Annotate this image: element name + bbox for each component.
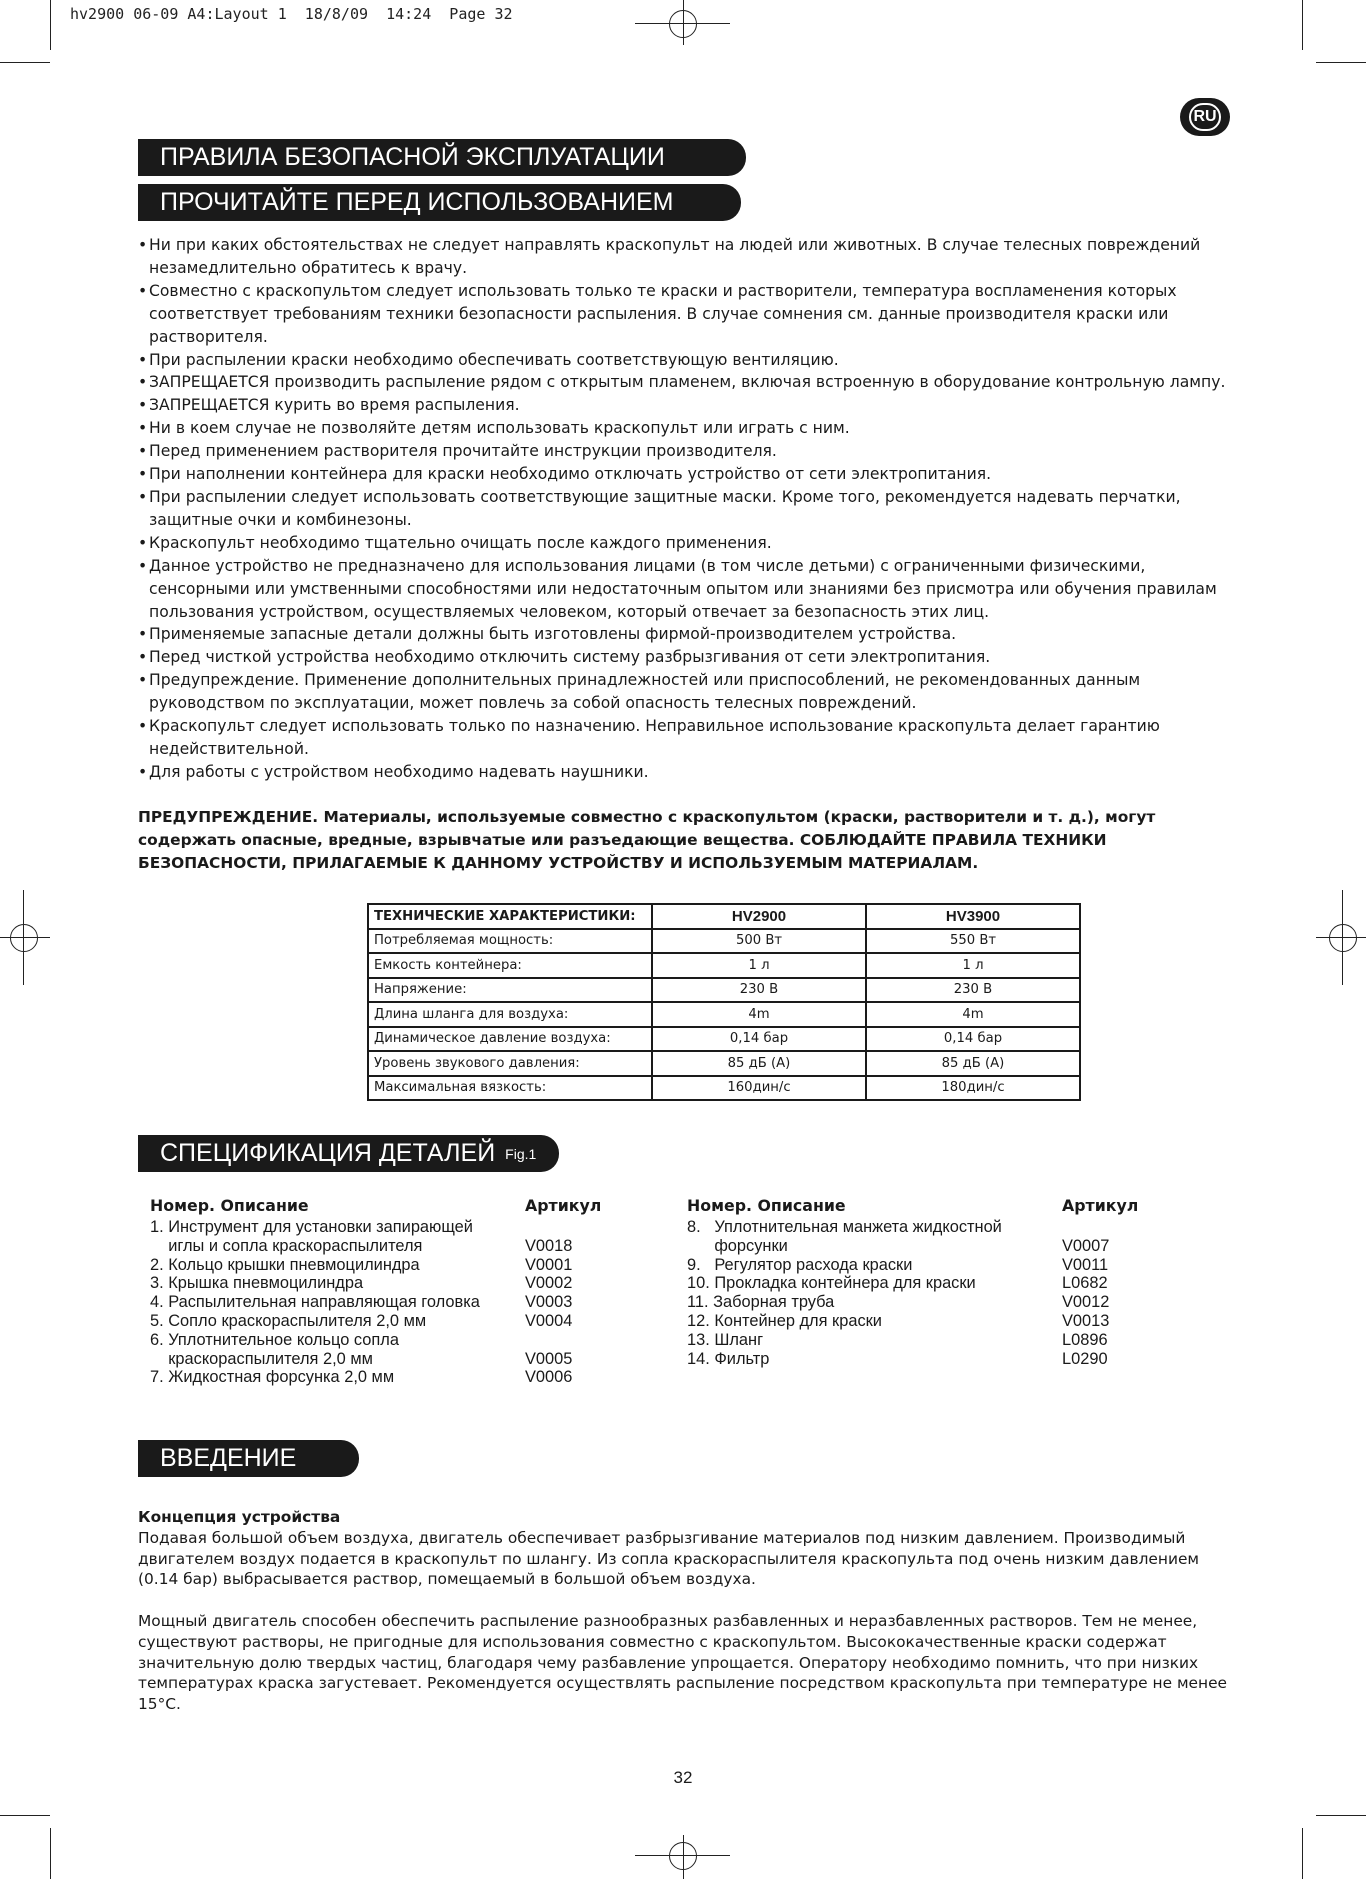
parts-item-code: V0006 <box>525 1368 573 1387</box>
parts-item <box>150 1350 620 1369</box>
parts-item-code: L0290 <box>1062 1349 1108 1368</box>
specs-value: 160дин/с <box>652 1076 866 1101</box>
specs-row <box>368 1051 1080 1076</box>
intro-subtitle: Концепция устройства <box>138 1508 341 1526</box>
safety-rule: • Предупреждение. Применение дополнительных принадлежностей или приспособлений, не рекомендованных данным руководством по эксплуатации, может повлечь за собой опасность телесных повреждений. <box>138 669 1238 715</box>
crop-mark <box>0 1815 50 1816</box>
specs-model-hv3900: HV3900 <box>866 904 1080 929</box>
safety-rule: • Для работы с устройством необходимо надевать наушники. <box>138 761 1238 784</box>
parts-item-desc: 14. Фильтр <box>687 1349 770 1368</box>
parts-item-desc: краскораспылителя 2,0 мм <box>150 1349 373 1368</box>
safety-rule: • Перед чисткой устройства необходимо отключить систему разбрызгивания от сети электропитания. <box>138 646 1238 669</box>
parts-item <box>687 1237 1157 1256</box>
specs-value: 85 дБ (A) <box>652 1051 866 1076</box>
intro-section <box>138 1507 1238 1736</box>
specs-value: 550 Вт <box>866 929 1080 954</box>
safety-rule: • Применяемые запасные детали должны быть изготовлены фирмой-производителем устройства. <box>138 623 1238 646</box>
specs-label: Уровень звукового давления: <box>368 1051 652 1076</box>
parts-heading <box>138 1135 559 1172</box>
safety-rule: • При распылении следует использовать соответствующие защитные маски. Кроме того, рекомендуется надевать перчатки, защитные очки и комбинезоны. <box>138 486 1238 532</box>
parts-item-code: V0013 <box>1062 1311 1110 1330</box>
specs-row <box>368 929 1080 954</box>
parts-list-left <box>150 1197 620 1387</box>
parts-item-code: L0896 <box>1062 1330 1108 1349</box>
specs-label: Емкость контейнера: <box>368 953 652 978</box>
parts-item-desc: 2. Кольцо крышки пневмоцилиндра <box>150 1255 420 1274</box>
parts-item-desc: 1. Инструмент для установки запирающей <box>150 1218 473 1236</box>
parts-item <box>687 1274 1157 1293</box>
specs-value: 180дин/с <box>866 1076 1080 1101</box>
parts-item <box>150 1274 620 1293</box>
specs-value: 230 В <box>652 978 866 1003</box>
specs-header-label: ТЕХНИЧЕСКИЕ ХАРАКТЕРИСТИКИ: <box>368 904 652 929</box>
parts-item <box>150 1218 620 1237</box>
safety-rules-list <box>138 234 1238 784</box>
specs-label: Потребляемая мощность: <box>368 929 652 954</box>
parts-item-desc: 9. Регулятор расхода краски <box>687 1255 913 1274</box>
parts-list-header <box>687 1197 1157 1218</box>
safety-rule: • При наполнении контейнера для краски необходимо отключать устройство от сети электропитания. <box>138 463 1238 486</box>
parts-item <box>150 1331 620 1350</box>
parts-col-code: Артикул <box>1062 1196 1139 1215</box>
intro-paragraph: Мощный двигатель способен обеспечить распыление разнообразных разбавленных и неразбавленных растворов. Тем не менее, существуют растворы, не пригодные для использования совместно с краскопультом. Высококачественные краски содержат значительную долю твердых частиц, благодаря чему разбавление упрощается. Оператору необходимо помнить, что при низких температурах краска загустевает. Рекомендуется осуществлять распыление посредством краскопульта при температуре не менее 15°C. <box>138 1611 1228 1714</box>
specs-value: 85 дБ (A) <box>866 1051 1080 1076</box>
parts-list-header <box>150 1197 620 1218</box>
parts-item-desc: 6. Уплотнительное кольцо сопла <box>150 1330 399 1349</box>
specs-table <box>367 903 1081 1101</box>
specs-value: 0,14 бар <box>866 1027 1080 1052</box>
parts-item-code: L0682 <box>1062 1274 1108 1293</box>
safety-rule: • Ни в коем случае не позволяйте детям использовать краскопульт или играть с ним. <box>138 417 1238 440</box>
page-number: 32 <box>673 1768 693 1787</box>
parts-item-desc: 13. Шланг <box>687 1330 764 1349</box>
parts-item-code: V0002 <box>525 1274 573 1293</box>
parts-fig-ref: Fig.1 <box>505 1146 537 1162</box>
parts-item-desc: 12. Контейнер для краски <box>687 1311 882 1330</box>
parts-item <box>687 1312 1157 1331</box>
parts-item-desc: 11. Заборная труба <box>687 1293 835 1312</box>
parts-item-desc: 5. Сопло краскораспылителя 2,0 мм <box>150 1311 427 1330</box>
specs-model-hv2900: HV2900 <box>652 904 866 929</box>
parts-item <box>150 1368 620 1387</box>
parts-item-code: V0012 <box>1062 1293 1110 1312</box>
specs-header-row <box>368 904 1080 929</box>
safety-heading: ПРАВИЛА БЕЗОПАСНОЙ ЭКСПЛУАТАЦИИ <box>138 139 746 176</box>
safety-rule: • Краскопульт необходимо тщательно очищать после каждого применения. <box>138 532 1238 555</box>
language-badge <box>1180 98 1230 136</box>
parts-item-code: V0005 <box>525 1349 573 1368</box>
specs-row <box>368 1027 1080 1052</box>
parts-col-desc: Номер. Описание <box>687 1196 846 1215</box>
specs-row <box>368 1076 1080 1101</box>
crop-mark <box>0 62 50 63</box>
parts-item <box>687 1256 1157 1275</box>
intro-paragraph: Подавая большой объем воздуха, двигатель обеспечивает разбрызгивание материалов под низким давлением. Производимый двигателем воздух подается в краскопульт по шлангу. Из сопла краскораспылителя краскопульта под очень низким давлением (0.14 бар) выбрасывается раствор, помещаемый в большой объем воздуха. <box>138 1528 1200 1589</box>
parts-item <box>150 1312 620 1331</box>
parts-item-code: V0004 <box>525 1311 573 1330</box>
parts-item <box>687 1293 1157 1312</box>
safety-rule: • Данное устройство не предназначено для использования лицами (в том числе детьми) с ограниченными физическими, сенсорными или умственными способностями или недостаточным опытом или знаниями без присмотра или обучения правилам пользования устройством, осуществляемых человеком, который отвечает за безопасность этих лиц. <box>138 555 1238 624</box>
safety-rule: • ЗАПРЕЩАЕТСЯ производить распыление рядом с открытым пламенем, включая встроенную в оборудование контрольную лампу. <box>138 371 1238 394</box>
parts-item-desc: иглы и сопла краскораспылителя <box>150 1236 423 1255</box>
specs-value: 230 В <box>866 978 1080 1003</box>
specs-row <box>368 978 1080 1003</box>
parts-item-desc: 4. Распылительная направляющая головка <box>150 1293 480 1312</box>
specs-value: 1 л <box>866 953 1080 978</box>
specs-value: 0,14 бар <box>652 1027 866 1052</box>
parts-item <box>687 1350 1157 1369</box>
specs-label: Длина шланга для воздуха: <box>368 1002 652 1027</box>
crop-mark <box>50 0 51 50</box>
parts-item-code: V0018 <box>525 1236 573 1255</box>
parts-item <box>150 1293 620 1312</box>
specs-value: 4m <box>652 1002 866 1027</box>
specs-row <box>368 1002 1080 1027</box>
intro-heading: ВВЕДЕНИЕ <box>138 1440 359 1477</box>
parts-item-desc: 8. Уплотнительная манжета жидкостной <box>687 1218 1002 1236</box>
parts-heading-text: СПЕЦИФИКАЦИЯ ДЕТАЛЕЙ <box>160 1139 496 1167</box>
parts-item-desc: 3. Крышка пневмоцилиндра <box>150 1274 364 1293</box>
parts-col-desc: Номер. Описание <box>150 1196 309 1215</box>
parts-item-desc: форсунки <box>687 1236 788 1255</box>
safety-rule: • Ни при каких обстоятельствах не следует направлять краскопульт на людей или животных. В случае телесных повреждений незамедлительно обратитесь к врачу. <box>138 234 1238 280</box>
warning-paragraph: ПРЕДУПРЕЖДЕНИЕ. Материалы, используемые совместно с краскопультом (краски, растворители и т. д.), могут содержать опасные, вредные, взрывчатые или разъедающие вещества. СОБЛЮДАЙТЕ ПРАВИЛА ТЕХНИКИ БЕЗОПАСНОСТИ, ПРИЛАГАЕМЫЕ К ДАННОМУ УСТРОЙСТВУ И ИСПОЛЬЗУЕМЫМ МАТЕРИАЛАМ. <box>138 808 1156 872</box>
safety-rule: • Краскопульт следует использовать только по назначению. Неправильное использование краскопульта делает гарантию недействительной. <box>138 715 1238 761</box>
parts-item-desc: 10. Прокладка контейнера для краски <box>687 1274 976 1293</box>
safety-rule: • ЗАПРЕЩАЕТСЯ курить во время распыления. <box>138 394 1238 417</box>
safety-rule: • При распылении краски необходимо обеспечивать соответствующую вентиляцию. <box>138 349 1238 372</box>
crop-mark <box>1302 1828 1303 1879</box>
parts-item <box>150 1256 620 1275</box>
parts-item-code: V0001 <box>525 1255 573 1274</box>
crop-mark <box>1316 1815 1366 1816</box>
specs-label: Динамическое давление воздуха: <box>368 1027 652 1052</box>
parts-item-desc: 7. Жидкостная форсунка 2,0 мм <box>150 1368 395 1387</box>
specs-label: Напряжение: <box>368 978 652 1003</box>
parts-item-code: V0007 <box>1062 1236 1110 1255</box>
crop-mark <box>50 1828 51 1879</box>
specs-value: 1 л <box>652 953 866 978</box>
crop-mark <box>1302 0 1303 50</box>
print-slug: hv2900 06-09 A4:Layout 1 18/8/09 14:24 Page 32 <box>70 5 513 23</box>
parts-col-code: Артикул <box>525 1196 602 1215</box>
parts-item-code: V0011 <box>1062 1255 1109 1274</box>
parts-item <box>687 1218 1157 1237</box>
language-badge-label: RU <box>1189 103 1221 131</box>
safety-rule: • Совместно с краскопультом следует использовать только те краски и растворители, температура воспламенения которых соответствует требованиям техники безопасности распыления. В случае сомнения см. данные производителя краски или растворителя. <box>138 280 1238 349</box>
crop-mark <box>1316 62 1366 63</box>
specs-value: 4m <box>866 1002 1080 1027</box>
specs-label: Максимальная вязкость: <box>368 1076 652 1101</box>
safety-rule: • Перед применением растворителя прочитайте инструкции производителя. <box>138 440 1238 463</box>
specs-value: 500 Вт <box>652 929 866 954</box>
specs-row <box>368 953 1080 978</box>
parts-list-right <box>687 1197 1157 1368</box>
read-first-heading: ПРОЧИТАЙТЕ ПЕРЕД ИСПОЛЬЗОВАНИЕМ <box>138 184 741 221</box>
parts-item <box>687 1331 1157 1350</box>
parts-item-code: V0003 <box>525 1293 573 1312</box>
parts-item <box>150 1237 620 1256</box>
